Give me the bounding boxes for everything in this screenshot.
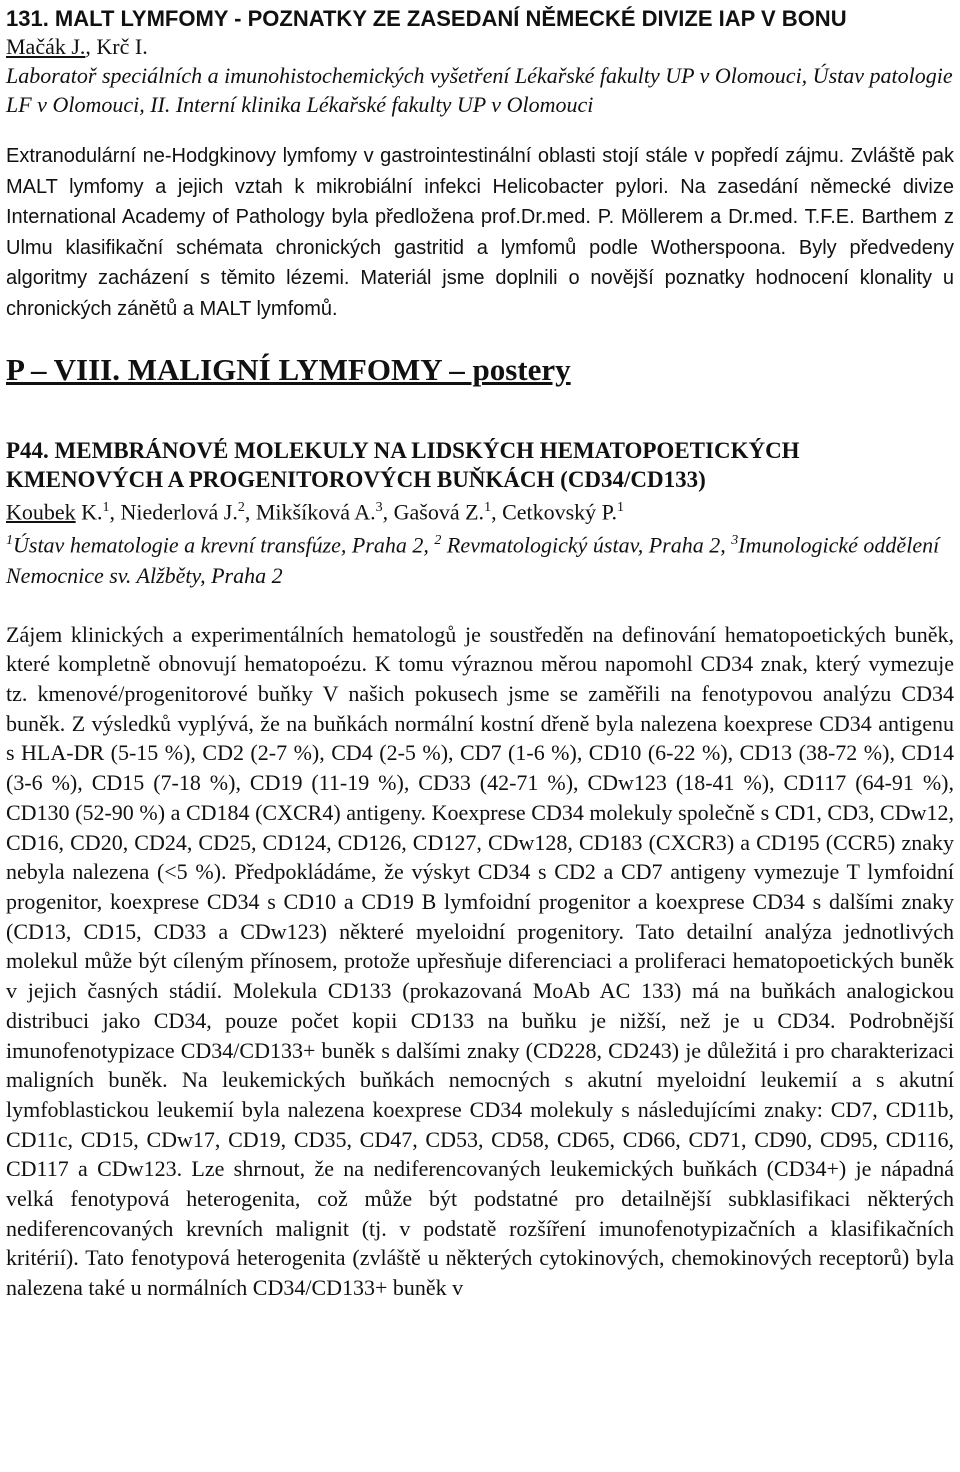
- author-name: Koubek: [6, 499, 76, 525]
- author-name: , Gašová Z.: [382, 499, 485, 525]
- abstract-authors: [6, 494, 954, 526]
- author-name: K.: [75, 499, 103, 525]
- affiliation-text: Ústav hematologie a krevní transfúze, Praha 2,: [13, 532, 435, 558]
- affiliation-marker: 1: [6, 533, 13, 549]
- section-heading: P – VIII. MALIGNÍ LYMFOMY – postery: [6, 352, 571, 387]
- author-name: Mačák J.: [6, 34, 86, 59]
- affiliation-marker: 1: [616, 500, 624, 515]
- affiliation-marker: 1: [102, 500, 110, 515]
- affiliation-marker: 1: [484, 500, 492, 515]
- abstract-body: Zájem klinických a experimentálních hematologů je soustředěn na definování hematopoetických buněk, které kompletně obnovují hematopoézu. K tomu výraznou měrou napomohl CD34 znak, který vymezuje tz. kmenové/progenitorové buňky V našich pokusech jsme se zaměřili na fenotypovou analýzu CD34 buněk. Z výsledků vyplývá, že na buňkách normální kostní dřeně byla nalezena koexprese CD34 antigenu s HLA-DR (5-15 %), CD2 (2-7 %), CD4 (2-5 %), CD7 (1-6 %), CD10 (6-22 %), CD13 (38-72 %), CD14 (3-6 %), CD15 (7-18 %), CD19 (11-19 %), CD33 (42-71 %), CDw123 (18-41 %), CD117 (64-91 %), CD130 (52-90 %) a CD184 (CXCR4) antigeny. Koexprese CD34 molekuly společně s CD1, CD3, CDw12, CD16, CD20, CD24, CD25, CD124, CD126, CD127, CDw128, CD183 (CXCR3) a CD195 (CCR5) znaky nebyla nalezena (<5 %). Předpokládáme, že výskyt CD34 s CD2 a CD7 antigeny vymezuje T lymfoidní progenitor, koexprese CD34 s CD10 a CD19 B lymfoidní progenitor a koexprese CD34 s dalšími znaky (CD13, CD15, CD33 a CDw123) některé myeloidní progenitory. Tato detailní analýza jednotlivých molekul může být cíleným přínosem, protože upřesňuje diferenciaci a proliferaci hematopoetických buněk v jejich časných stádií. Molekula CD133 (prokazovaná MoAb AC 133) má na buňkách analogickou distribuci jako CD34, pouze počet kopii CD133 na buňku je nižší, než je u CD34. Podrobnější imunofenotypizace CD34/CD133+ buněk s dalšími znaky (CD228, CD243) je důležitá i pro charakterizaci maligních buněk. Na leukemických buňkách nemocných s akutní myeloidní leukemií a s akutní lymfoblastickou leukemií byla nalezena koexprese CD34 molekuly s následujícími znaky: CD7, CD11b, CD11c, CD15, CDw17, CD19, CD35, CD47, CD53, CD58, CD65, CD66, CD71, CD90, CD95, CD116, CD117 a CDw123. Lze shrnout, že na nediferencovaných leukemických buňkách (CD34+) je nápadná velká fenotypová heterogenita, což může být podstatné pro detailnější subklasifikaci některých nediferencovaných krevních malignit (tj. v podstatě rozšíření imunofenotypizačních a klasifikačních kritérií). Tato fenotypová heterogenita (zvláště u některých cytokinových, chemokinových receptorů) byla nalezena také u normálních CD34/CD133+ buněk v: [6, 621, 954, 1301]
- affiliation-text: Imunologické oddělení Nemocnice sv. Alžběty, Praha 2: [6, 532, 940, 588]
- abstract-affiliation: Laboratoř speciálních a imunohistochemických vyšetření Lékařské fakulty UP v Olomouci, Ústav patologie LF v Olomouci, II. Interní klinika Lékařské fakulty UP v Olomouci: [6, 63, 953, 117]
- abstract-authors: [6, 33, 954, 61]
- affiliation-marker: 3: [375, 500, 383, 515]
- abstract-title: 131. MALT LYMFOMY - POZNATKY ZE ZASEDANÍ NĚMECKÉ DIVIZE IAP V BONU: [6, 6, 847, 31]
- affiliation-text: Revmatologický ústav, Praha 2,: [441, 532, 732, 558]
- affiliation-marker: 3: [731, 533, 739, 549]
- abstract-title: P44. MEMBRÁNOVÉ MOLEKULY NA LIDSKÝCH HEMATOPOETICKÝCH KMENOVÝCH A PROGENITOROVÝCH BUŇKÁCH (CD34/CD133): [6, 438, 800, 492]
- abstract-body: Extranodulární ne-Hodgkinovy lymfomy v gastrointestinální oblasti stojí stále v popředí zájmu. Zvláště pak MALT lymfomy a jejich vztah k mikrobiální infekci Helicobacter pylori. Na zasedání německé divize International Academy of Pathology byla předložena prof.Dr.med. P. Möllerem a Dr.med. T.F.E. Barthem z Ulmu klasifikační schémata chronických gastritid a lymfomů podle Wotherspoona. Byly předvedeny algoritmy zacházení s těmito lézemi. Materiál jsme doplnili o novější poznatky hodnocení klonality u chronických zánětů a MALT lymfomů.: [6, 145, 954, 320]
- author-name: , Cetkovský P.: [491, 499, 617, 525]
- abstract-affiliation: [6, 526, 954, 590]
- author-name: , Krč I.: [85, 34, 148, 59]
- author-name: , Mikšíková A.: [244, 499, 376, 525]
- affiliation-marker: 2: [434, 533, 442, 549]
- document-page: [6, 4, 954, 1303]
- affiliation-marker: 2: [237, 500, 245, 515]
- author-name: , Niederlová J.: [109, 499, 238, 525]
